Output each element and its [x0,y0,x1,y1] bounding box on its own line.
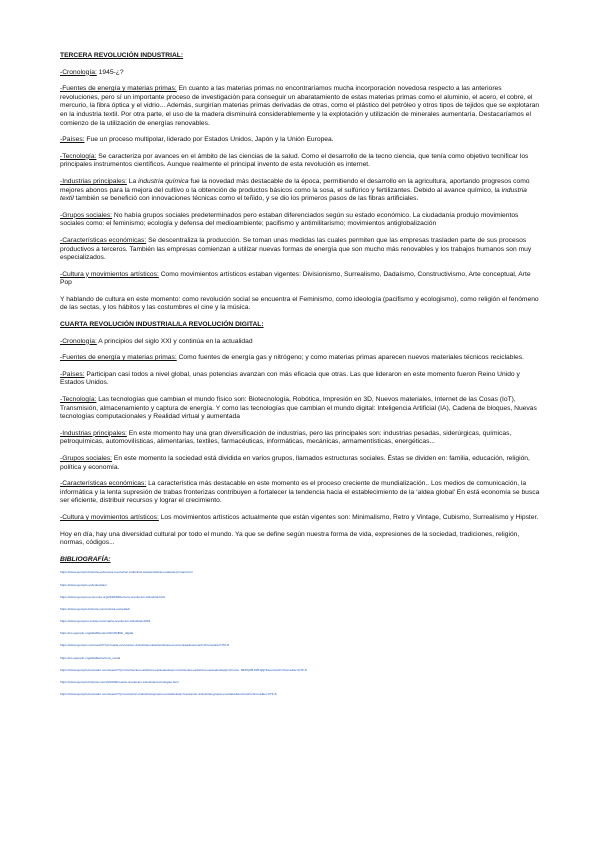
paragraph [60,480,542,506]
bibliography-link-list [60,570,542,696]
body-text: La característica más destacable en este momento es el proceso creciente de mundialización.. Los medios de comunicación, la informática y la lenta supresión de trabas fronterizas contribuyen a fortalecer la tendencia hacia el establecimiento de la ‘aldea global’ En está economía se busca ser eficiente, distribuir recursos y lograr el crecimiento. [60,480,540,505]
field-label: -Cronología: [60,337,97,345]
field-label: -Características económicas: [60,236,147,244]
bibliography-link[interactable]: https://www.ejemplo-historia.es/tercera-revolucion-industrial-caracteristicas-materias-primas.html [60,570,193,575]
body-text: No había grupos sociales predeterminados pero estaban diferenciados según su estado económico. La ciudadanía produjo movimientos sociales como: el feminismo; ecología y defensa del medioambiente; pacifismo y antimilitarismo; movimientos antiglobalización [60,211,519,228]
body-text: también se benefició con innovaciones técnicas como el teñido, y se dio los primeros pasos de las fibras artificiales. [73,195,419,203]
section-body [60,69,542,313]
field-label: -Tecnología: [60,152,97,160]
field-label: -Países: [60,136,85,144]
bibliography-link[interactable]: https://es.ejemplo.org/wiki/Estructura_social [60,655,121,660]
field-label: -Fuentes de energía y materias primas: [60,354,177,362]
field-label: -Cultura y movimientos artísticos: [60,270,159,278]
paragraph [60,354,542,363]
paragraph [60,237,542,263]
bibliography-section [60,556,542,696]
field-label: -Países: [60,370,85,378]
body-text: En este momento hay una gran diversificación de industrias, pero las principales son: industrias pesadas, siderúrgicas, químicas, petroquímicas, automovilísticas, alimentarias, textiles, farmacéuticas, informáticas, mecánicas, armamentísticas, energéticas... [60,429,512,446]
field-label: -Grupos sociales: [60,455,113,462]
body-text: Como fuentes de energía gas y nitrógeno; y como materias primas aparecen nuevos materiales técnicos reciclables. [176,354,524,362]
field-label: -Industrias principales: [60,429,127,437]
section-third-revolution [60,52,542,313]
field-label: -Tecnología: [60,396,97,404]
field-label: -Fuentes de energía y materias primas: [60,85,177,93]
body-text: En cuanto a las materias primas no encontraríamos mucha incorporación novedosa respecto a las anteriores revoluciones, pero sí un importante proceso de investigación para conseguir un abaratamiento de estas materias primas como el aluminio, el acero, el cobre, el mercurio, la fibra óptica y el vidrio... Además, surgirían materias primas derivadas de otras, como el plástico del petróleo y otros tipos de tejidos que se explotaran en la industria textil. Por otra parte, el uso de la madera disminuirá considerablemente y la explotación y utilización de minerales aumentaría. Destacaríamos el comienzo de la utilización de energías renovables. [60,85,540,127]
paragraph [60,338,542,347]
bibliography-link[interactable]: https://www.ejemplo-buscador.com/search?q=revolucion+industrial+grupos+sociales&oq=revolucion+industrial+grupos+sociales&sourceid=chrome&ie=UTF-8 [60,692,277,697]
paragraph [60,396,542,422]
body-text: A principios del siglo XXI y continúa en la actualidad [96,337,253,345]
paragraph [60,455,542,472]
bibliography-link[interactable]: https://es.ejemplo.org/wiki/Revoluci%C3%B3n_digital [60,631,134,636]
paragraph [60,69,542,78]
field-label: -Características económicas: [60,480,147,488]
field-label: -Grupos sociales: [60,211,113,219]
body-text: Hoy en día, hay una diversidad cultural por todo el mundo. Ya que se define según nuestra forma de vida, expresiones de la sociedad, tradiciones, religión, normas, códigos... [60,530,520,547]
bibliography-link[interactable]: https://www.ejemplo.com/search?q=cuarta+revolucion+industrial+caracteristicas+economicas&sourceid=chrome&ie=UTF-8 [60,643,230,648]
bibliography-link[interactable]: https://www.ejemplo-buscador.com/search?q=movimientos+artisticos+actuales&oq=movimientos+artisticos+actuales&aqs=chrome..69i57j0l5.8251j0j7&sourceid=chrome&ie=UTF-8 [60,667,307,672]
body-text: Los movimientos artísticos actualmente que están vigentes son: Minimalismo, Retro y Vintage, Cubismo, Surrealismo y Hipster. [158,513,539,521]
section-heading: CUARTA REVOLUCIÓN INDUSTRIAL/LA REVOLUCIÓN DIGITAL: [60,321,264,329]
body-text: Y hablando de cultura en este momento: como revolución social se encuentra el Feminismo, como ideología (pacifismo y ecologismo), como religión el fenómeno de las sectas, y los hábitos y las costumbres el cine y la música. [60,295,539,312]
bibliography-link[interactable]: https://www.ejemplo-revista.com/cuarta-revolucion-industrial-2019 [60,619,151,624]
bibliography-link[interactable]: https://www.ejemplo-historia.com/cultura-sociedad/ [60,606,130,611]
paragraph [60,178,542,204]
field-label: -Cultura y movimientos artísticos: [60,513,159,521]
document-page [60,52,542,704]
section-fourth-revolution [60,321,542,548]
section-body [60,338,542,548]
paragraph [60,531,542,548]
body-text: Las tecnologías que cambian el mundo físico son: Biotecnología, Robótica, Impresión en 3D, Nuevos materiales, Internet de las Cosas (IoT), Transmisión, almacenamiento y captura de energía. Y como las tecnologías que cambian el mundo digital: Inteligencia Artificial (IA), Cadena de bloques, Nuevas tecnologías computacionales y Realidad virtual y aumentada [60,396,537,421]
paragraph [60,212,542,229]
paragraph [60,136,542,145]
bibliography-heading: BIBLIOGRAFÍA: [60,555,111,563]
body-text: 1945-¿? [96,68,124,76]
bibliography-link[interactable]: https://www.ejemplo-historia.com/2019/02/cuarta-revolucion-industrial-tecnologias.html [60,680,179,685]
body-text: Como movimientos artísticos estaban vigentes: Divisionismo, Surrealismo, Dadaísmo, Constructivismo, Arte conceptual, Arte Pop [60,270,531,287]
emphasis-text: industria textil [60,186,527,203]
section-heading: TERCERA REVOLUCIÓN INDUSTRIAL: [60,52,184,59]
paragraph [60,430,542,447]
body-text: La [126,177,139,185]
paragraph [60,271,542,288]
paragraph [60,371,542,388]
body-text: Se caracteriza por avances en el ámbito de las ciencias de la salud. Como el desarrollo de la tecno ciencia, que tenía como objetivo tecnificar los principales instrumentos científicos. Aunque realmente el principal invento de esta revolución es internet. [60,152,529,169]
body-text: Se descentraliza la producción. Se toman unas medidas las cuales permiten que las empresas trasladen parte de sus procesos productivos a terceros. También las empresas comienzan a utilizar nuevas formas de energía que son mucho más renovables y los trabajos humanos son muy especializados. [60,236,532,262]
body-text: Fue un proceso multipolar, liderado por Estados Unidos, Japón y la Unión Europea. [84,136,334,144]
bibliography-link[interactable]: https://www.ejemplo-economia.org/2018/09/tercera-revolucion-industrial.html [60,594,166,599]
body-text: fue la novedad más destacable de la época, permitiendo el desarrollo en la agricultura, aportando progresos como mejores abonos para la mejora del cultivo o la obtención de productos básicos como la sosa, el sulfúrico y fertilizantes. Debido al avance químico, la [60,177,530,194]
field-label: -Industrias principales: [60,177,127,185]
paragraph [60,296,542,313]
paragraph [60,85,542,128]
emphasis-text: industria química [138,177,189,185]
bibliography-link[interactable]: https://www.ejemplo.es/industrias/ [60,582,107,587]
paragraph [60,514,542,523]
field-label: -Cronología: [60,68,97,76]
paragraph [60,153,542,170]
body-text: Participan casi todos a nivel global, unas potencias avanzan con más eficacia que otras. Las que lideraron en este momento fueron Reino Unido y Estados Unidos. [60,370,520,387]
body-text: En este momento la sociedad está dividida en varios grupos, llamados estructuras sociales. Éstas se dividen en: familia, educación, religión, política y economía. [60,455,530,471]
